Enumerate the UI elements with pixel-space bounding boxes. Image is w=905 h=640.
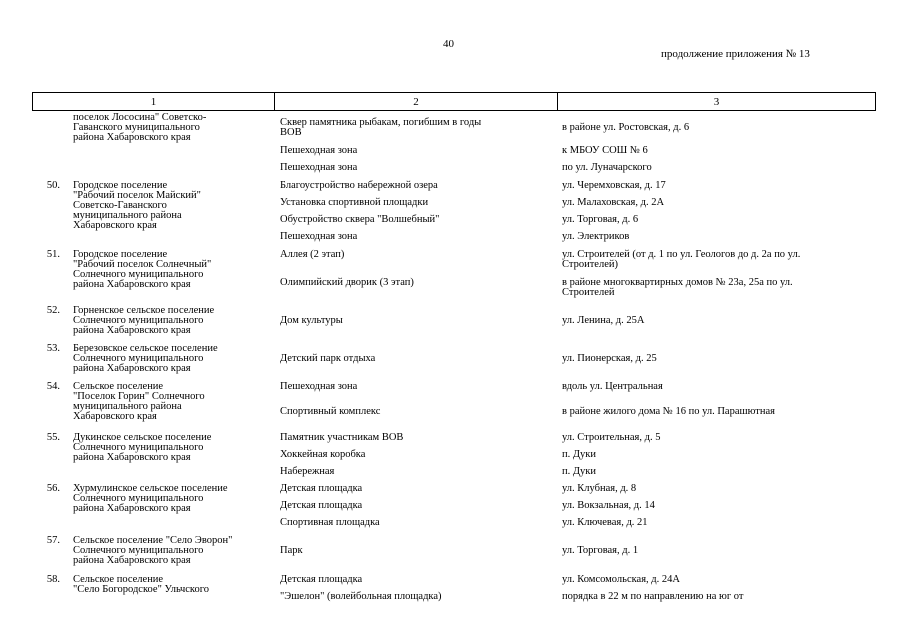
header-col-2: 2: [274, 92, 558, 111]
object-address: ул. Ленина, д. 25А: [562, 315, 645, 326]
object-address: к МБОУ СОШ № 6: [562, 145, 648, 156]
settlement-name: Сельское поселение "Село Эворон" Солнечного муниципального района Хабаровского края: [73, 535, 233, 566]
page-number: 40: [443, 38, 454, 50]
row-number: 55.: [46, 432, 60, 443]
object-name: Установка спортивной площадки: [280, 197, 429, 208]
object-name: Детская площадка: [280, 500, 363, 511]
object-name: Аллея (2 этап): [280, 249, 345, 260]
object-name: Детская площадка: [280, 574, 363, 585]
row-number: 54.: [46, 381, 60, 392]
header-col-3: 3: [557, 92, 876, 111]
object-address: п. Дуки: [562, 449, 597, 460]
header-col-1: 1: [32, 92, 275, 111]
object-name: Парк: [280, 545, 303, 556]
object-name: Спортивная площадка: [280, 517, 380, 528]
object-name: Спортивный комплекс: [280, 406, 381, 417]
object-name: Обустройство сквера "Волшебный": [280, 214, 440, 225]
row-number: 53.: [46, 343, 60, 354]
object-name: Хоккейная коробка: [280, 449, 366, 460]
object-address: п. Дуки: [562, 466, 597, 477]
object-name: Дом культуры: [280, 315, 343, 326]
settlement-name: Дукинское сельское поселение Солнечного муниципального района Хабаровского края: [73, 432, 212, 463]
table-header: [32, 92, 876, 112]
object-address: ул. Ключевая, д. 21: [562, 517, 648, 528]
object-address: ул. Малаховская, д. 2А: [562, 197, 665, 208]
appendix-continuation: продолжение приложения № 13: [661, 48, 810, 60]
object-address: ул. Пионерская, д. 25: [562, 353, 657, 364]
settlement-name: Сельское поселение "Село Богородское" Ульчского: [73, 574, 210, 595]
object-address: порядка в 22 м по направлению на юг от: [562, 591, 744, 602]
object-address: по ул. Луначарского: [562, 162, 652, 173]
object-name: Пешеходная зона: [280, 145, 358, 156]
row-number: 50.: [46, 180, 60, 191]
object-address: в районе ул. Ростовская, д. 6: [562, 122, 690, 133]
settlement-name: Городское поселение "Рабочий поселок Майский" Советско-Гаванского муниципального района Хабаровского края: [73, 180, 201, 231]
settlement-name: Городское поселение "Рабочий поселок Солнечный" Солнечного муниципального района Хабаровского края: [73, 249, 212, 290]
object-name: Пешеходная зона: [280, 162, 358, 173]
settlement-name: Сельское поселение "Поселок Горин" Солнечного муниципального района Хабаровского края: [73, 381, 205, 422]
row-number: 56.: [46, 483, 60, 494]
settlement-name: Горненское сельское поселение Солнечного муниципального района Хабаровского края: [73, 305, 215, 336]
object-address: в районе многоквартирных домов № 23а, 25а по ул. Строителей: [562, 277, 793, 298]
object-address: ул. Комсомольская, д. 24А: [562, 574, 680, 585]
object-name: Детская площадка: [280, 483, 363, 494]
object-address: вдоль ул. Центральная: [562, 381, 663, 392]
object-name: Пешеходная зона: [280, 231, 358, 242]
settlement-name: поселок Лососина" Советско- Гаванского муниципального района Хабаровского края: [73, 112, 207, 143]
row-number: 57.: [46, 535, 60, 546]
row-number: 51.: [46, 249, 60, 260]
object-name: Олимпийский дворик (3 этап): [280, 277, 414, 288]
row-number: 52.: [46, 305, 60, 316]
object-name: Пешеходная зона: [280, 381, 358, 392]
object-address: ул. Вокзальная, д. 14: [562, 500, 655, 511]
object-address: ул. Торговая, д. 6: [562, 214, 639, 225]
object-address: ул. Черемховская, д. 17: [562, 180, 666, 191]
object-address: ул. Торговая, д. 1: [562, 545, 639, 556]
settlement-name: Хурмулинское сельское поселение Солнечного муниципального района Хабаровского края: [73, 483, 228, 514]
object-address: в районе жилого дома № 16 по ул. Парашютная: [562, 406, 775, 417]
object-address: ул. Строительная, д. 5: [562, 432, 661, 443]
object-name: Набережная: [280, 466, 335, 477]
object-name: Благоустройство набережной озера: [280, 180, 438, 191]
object-name: "Эшелон" (волейбольная площадка): [280, 591, 442, 602]
object-address: ул. Клубная, д. 8: [562, 483, 637, 494]
object-name: Детский парк отдыха: [280, 353, 376, 364]
object-address: ул. Электриков: [562, 231, 630, 242]
settlement-name: Березовское сельское поселение Солнечного муниципального района Хабаровского края: [73, 343, 218, 374]
object-address: ул. Строителей (от д. 1 по ул. Геологов до д. 2а по ул. Строителей): [562, 249, 801, 270]
row-number: 58.: [46, 574, 60, 585]
object-name: Памятник участникам ВОВ: [280, 432, 404, 443]
object-name: Сквер памятника рыбакам, погибшим в годы ВОВ: [280, 117, 482, 138]
